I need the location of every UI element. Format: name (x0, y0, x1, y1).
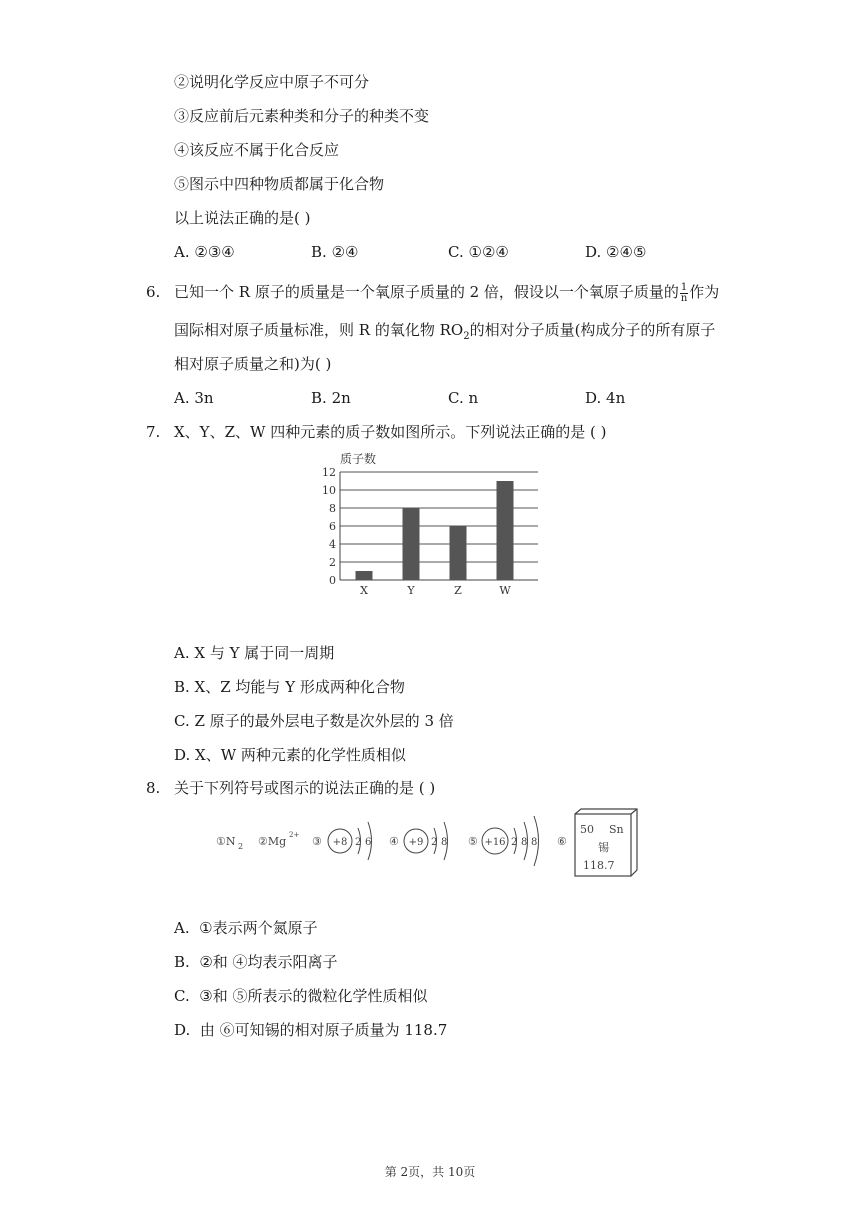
q5-option-d[interactable]: D. ②④⑤ (585, 243, 647, 261)
q5-option-b[interactable]: B. ②④ (311, 243, 359, 261)
fig-atom-5-nucleus: +16 (484, 837, 506, 848)
fig-item-2-sup: 2+ (289, 831, 300, 839)
fig-atom-4-shell-1: 2 (431, 837, 438, 848)
q6-option-b[interactable]: B. 2n (311, 389, 351, 407)
bar-x (356, 571, 373, 580)
y-tick-label: 6 (329, 520, 336, 533)
fig-item-1-sub: 2 (238, 842, 244, 851)
x-tick-label: Y (407, 584, 415, 597)
y-tick-label: 0 (329, 574, 336, 587)
fig-atom-3-shell-2: 6 (365, 837, 372, 848)
chart-title: 质子数 (340, 452, 377, 466)
q5-statement-4: ④该反应不属于化合反应 (174, 141, 340, 159)
fig-cell-mass: 118.7 (583, 859, 615, 872)
q6-stem-line1: 已知一个 R 原子的质量是一个氧原子质量的 2 倍，假设以一个氧原子质量的 $\frac{1}{n}$ 作为 (174, 281, 720, 304)
x-tick-label: X (360, 584, 368, 597)
fig-item-1: ①N (216, 835, 236, 848)
fig-atom-4-shell-2: 8 (441, 837, 448, 848)
fig-atom-4-nucleus: +9 (408, 837, 424, 848)
fig-atom-3-nucleus: +8 (332, 837, 348, 848)
fig-atom-3-label: ③ (312, 835, 322, 848)
q6-fraction: $\frac{1}{n}$ (680, 281, 688, 304)
fig-cell-label: ⑥ (557, 835, 567, 848)
q7-number: 7. (146, 423, 161, 441)
bar-y (403, 508, 420, 580)
fig-cell-name: 锡 (598, 841, 609, 854)
fig-cell-symbol: Sn (609, 823, 624, 836)
q6-option-a[interactable]: A. 3n (174, 389, 214, 407)
page-footer: 第 2页，共 10页 (384, 1165, 476, 1179)
q6-stem-line3: 相对原子质量之和)为( ) (174, 355, 332, 373)
y-tick-label: 12 (322, 466, 336, 479)
q8-number: 8. (146, 779, 161, 797)
bar-w (497, 481, 514, 580)
q5-option-c[interactable]: C. ①②④ (448, 243, 509, 261)
q7-option-c[interactable]: C. Z 原子的最外层电子数是次外层的 3 倍 (174, 712, 454, 730)
q7-option-d[interactable]: D. X、W 两种元素的化学性质相似 (174, 746, 406, 764)
q5-option-a[interactable]: A. ②③④ (174, 243, 235, 261)
q7-stem: X、Y、Z、W 四种元素的质子数如图所示。下列说法正确的是 ( ) (174, 423, 607, 441)
q7-option-b[interactable]: B. X、Z 均能与 Y 形成两种化合物 (174, 678, 405, 696)
fig-atom-5-shell-3: 8 (531, 837, 538, 848)
y-tick-label: 10 (322, 484, 336, 497)
fig-atom-4-label: ④ (389, 835, 399, 848)
q5-statement-5: ⑤图示中四种物质都属于化合物 (174, 175, 385, 193)
q6-stem-line2: 国际相对原子质量标准，则 R 的氧化物 $RO_2$的相对分子质量(构成分子的所有原子 (174, 321, 716, 342)
y-tick-label: 2 (329, 556, 336, 569)
q8-option-d[interactable]: D. 由 ⑥可知锡的相对原子质量为 118.7 (174, 1021, 448, 1039)
q6-number: 6. (146, 283, 161, 301)
q5-prompt: 以上说法正确的是( ) (174, 209, 311, 227)
x-tick-label: W (499, 584, 511, 597)
q8-figure (214, 808, 644, 884)
q7-option-a[interactable]: A. X 与 Y 属于同一周期 (174, 644, 335, 662)
y-tick-label: 4 (329, 538, 336, 551)
q8-option-c[interactable]: C. ③和 ⑤所表示的微粒化学性质相似 (174, 987, 428, 1005)
fig-atom-5-label: ⑤ (468, 835, 478, 848)
bar-z (450, 526, 467, 580)
fig-atom-3-shell-1: 2 (355, 837, 362, 848)
fig-atom-5-shell-2: 8 (521, 837, 528, 848)
fig-item-2: ②Mg (258, 835, 287, 848)
q5-statement-3: ③反应前后元素种类和分子的种类不变 (174, 107, 430, 125)
fig-atom-5-shell-1: 2 (511, 837, 518, 848)
q6-option-c[interactable]: C. n (448, 389, 479, 407)
y-tick-label: 8 (329, 502, 336, 515)
q6-option-d[interactable]: D. 4n (585, 389, 626, 407)
proton-number-bar-chart (310, 448, 550, 598)
fig-cell-number: 50 (580, 823, 594, 836)
x-tick-label: Z (454, 584, 462, 597)
q8-option-a[interactable]: A. ①表示两个氮原子 (174, 919, 318, 937)
q5-statement-2: ②说明化学反应中原子不可分 (174, 73, 370, 91)
q8-option-b[interactable]: B. ②和 ④均表示阳离子 (174, 953, 338, 971)
q8-stem: 关于下列符号或图示的说法正确的是 ( ) (174, 779, 436, 797)
